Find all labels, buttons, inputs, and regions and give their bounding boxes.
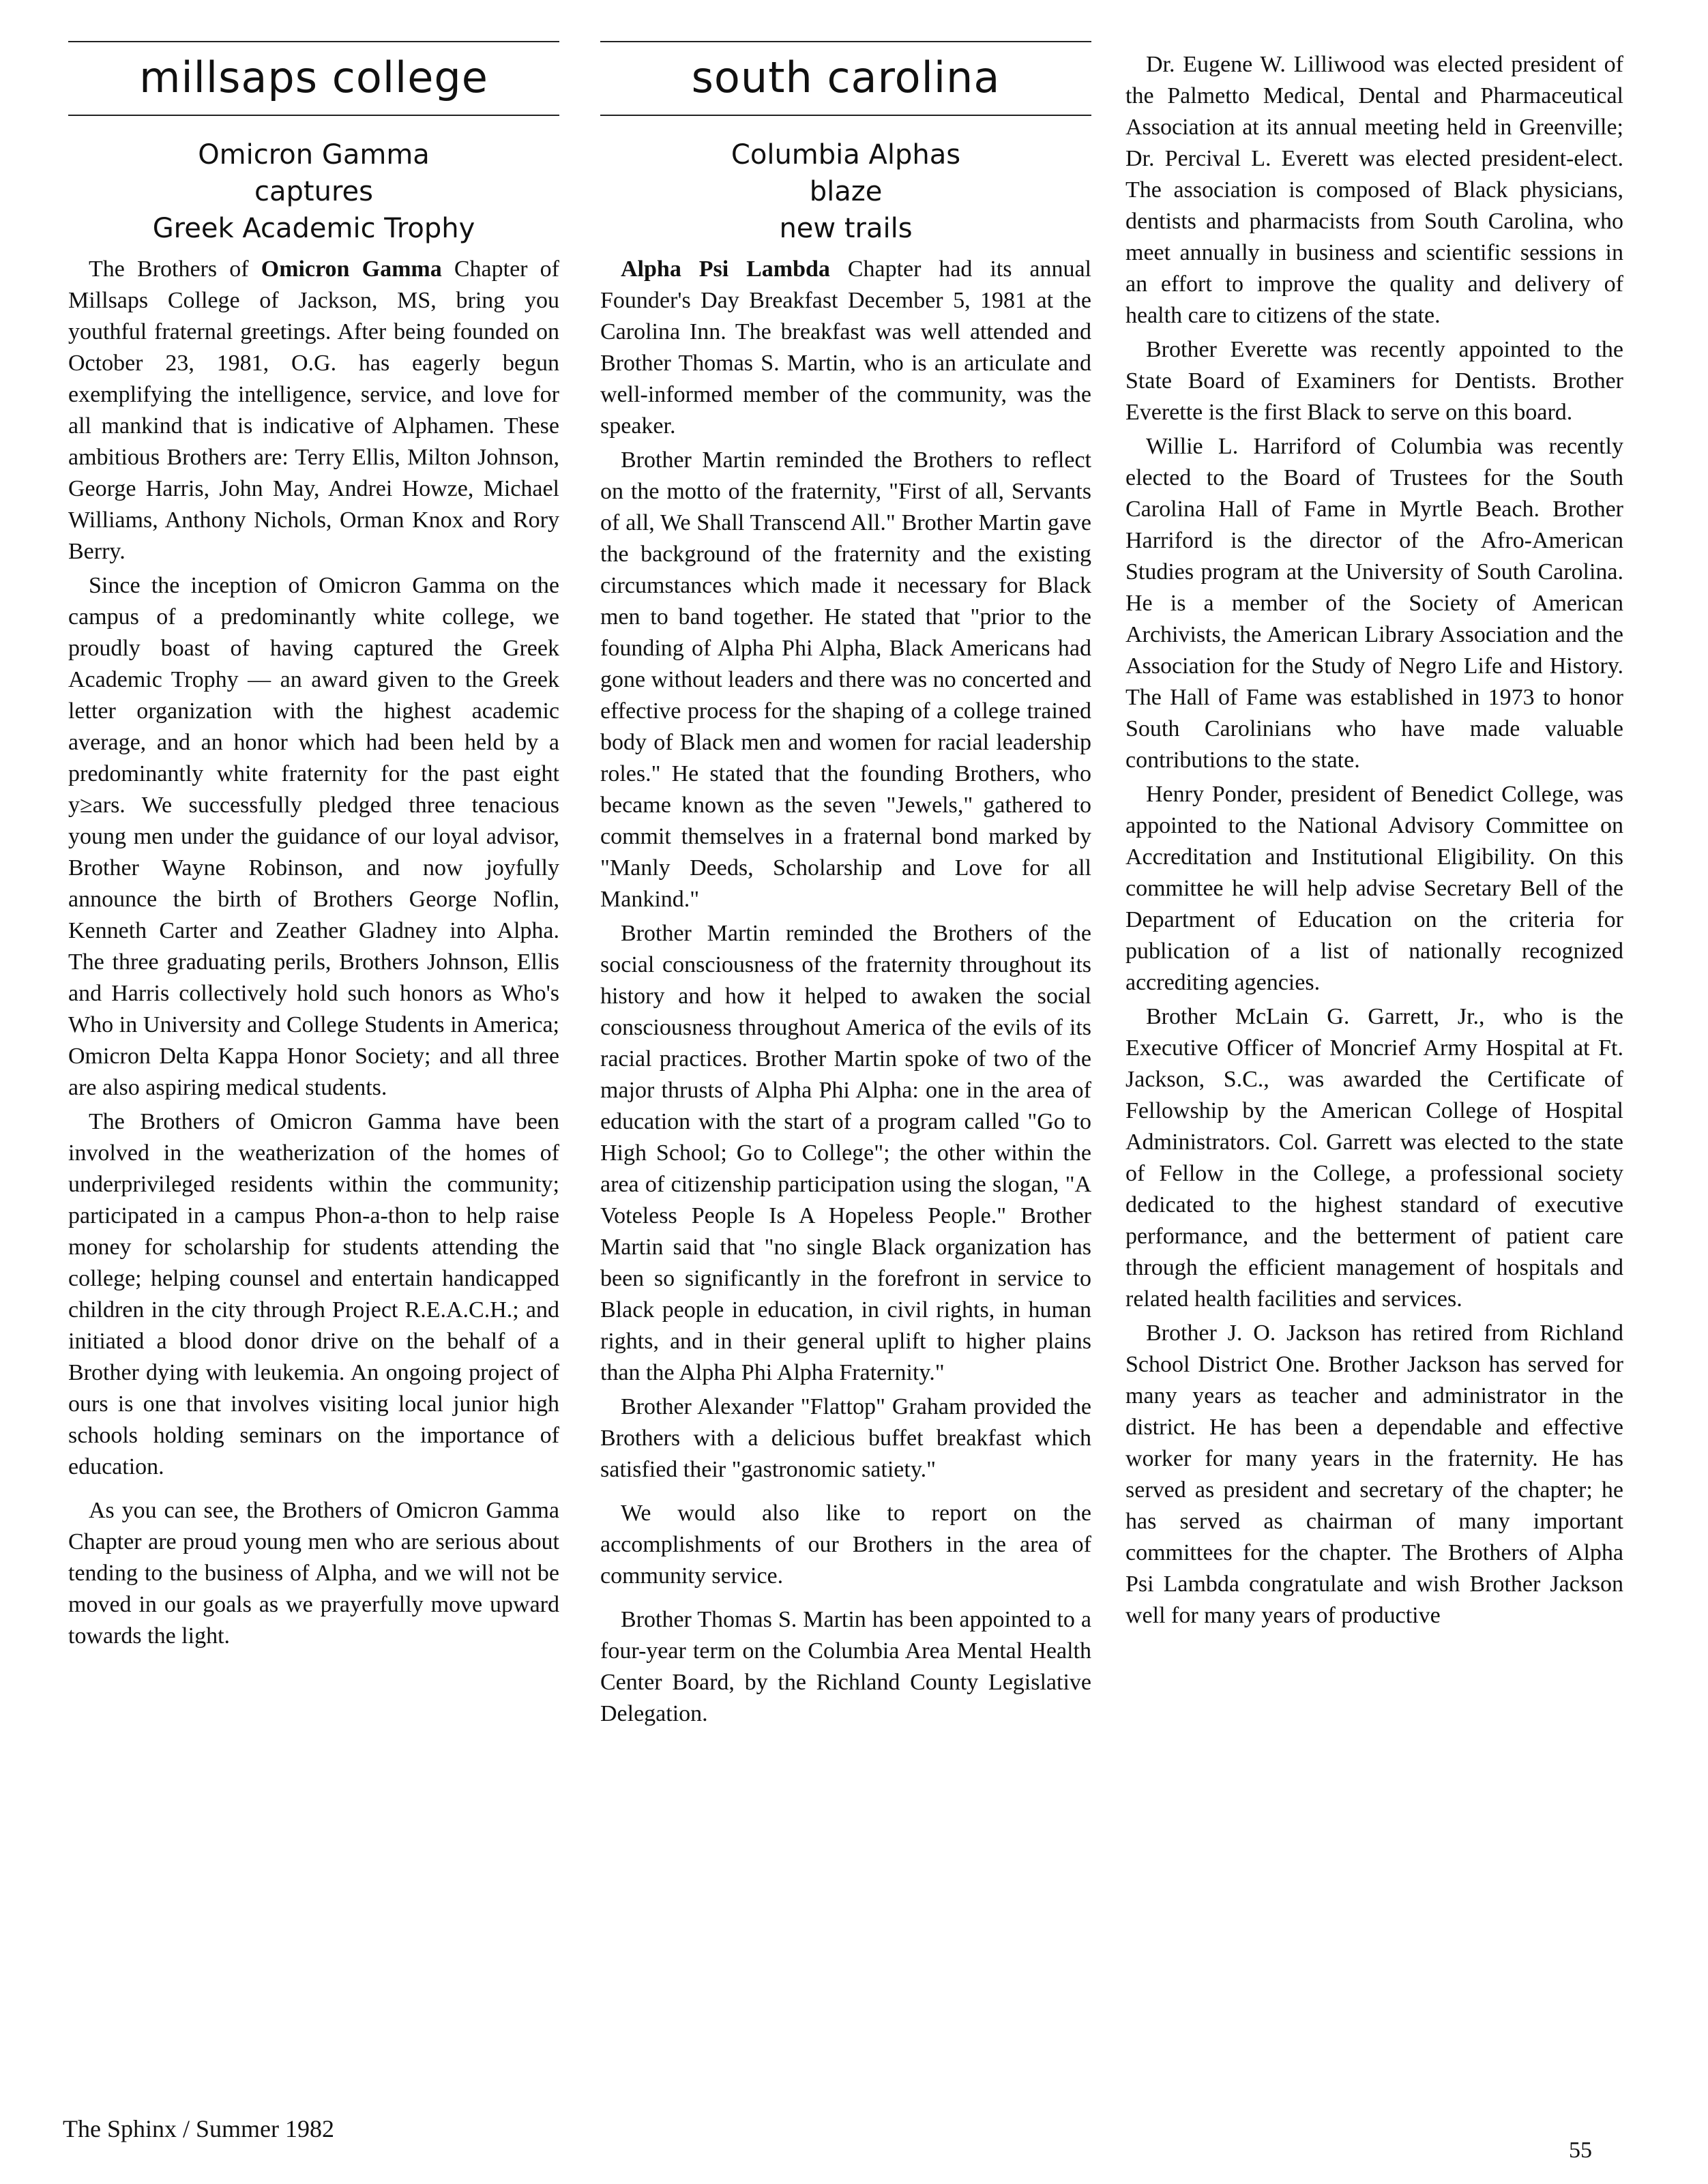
- section-heading-millsaps: millsaps college: [68, 41, 559, 116]
- paragraph: Dr. Eugene W. Lilliwood was elected president of the Palmetto Medical, Dental and Pharmaceutical Association at its annual meeting held in Greenville; Dr. Percival L. Everett was elected president-elect. The association is composed of Black physicians, dentists and pharmacists from South Carolina, who meet annually in business and scientific sessions in an effort to improve the quality and delivery of health care to citizens of the state.: [1125, 52, 1623, 328]
- subheading-line: new trails: [779, 213, 913, 244]
- subheading-line: Columbia Alphas: [731, 139, 961, 171]
- paragraph: The Brothers of Omicron Gamma have been involved in the weatherization of the homes of underprivileged residents within the community; participated in a campus Phon-a-thon to help raise money for scholarship for students attending the college; helping counsel and entertain handicapped children in the city through Project R.E.A.C.H.; and initiated a blood donor drive on the behalf of a Brother dying with leukemia. An ongoing project of ours is one that involves visiting local junior high schools holding seminars on the importance of education.: [68, 1109, 559, 1479]
- subheading-line: blaze: [809, 176, 883, 207]
- page-number: 55: [1569, 2138, 1592, 2163]
- chapter-name: Omicron Gamma: [261, 256, 442, 282]
- paragraph: Since the inception of Omicron Gamma on the campus of a predominantly white college, we proudly boast of having captured the Greek Academic Trophy — an award given to the Greek letter organization with the highest academic average, and an honor which had been held by a predominantly white fraternity for the past eight y≥ars. We successfully pledged three tenacious young men under the guidance of our loyal advisor, Brother Wayne Robinson, and now joyfully announce the birth of Brothers George Noflin, Kenneth Carter and Zeather Gladney into Alpha. The three graduating perils, Brothers Johnson, Ellis and Harris collectively hold such honors as Who's Who in University and College Students in America; Omicron Delta Kappa Honor Society; and all three are also aspiring medical students.: [68, 573, 559, 1100]
- paragraph-lead: The Brothers of: [89, 256, 261, 282]
- paragraph: Henry Ponder, president of Benedict College, was appointed to the National Advisory Committee on Accreditation and Institutional Eligibility. On this committee he will help advise Secretary Bell of the Department of Education on the criteria for publication of a list of nationally recognized accrediting agencies.: [1125, 782, 1623, 995]
- publication-footer: The Sphinx / Summer 1982: [63, 2115, 334, 2142]
- chapter-name: Alpha Psi Lambda: [621, 256, 830, 282]
- section-heading-south-carolina: south carolina: [600, 41, 1091, 116]
- paragraph: Brother Everette was recently appointed to the State Board of Examiners for Dentists. Brother Everette is the first Black to serve on this board.: [1125, 337, 1623, 425]
- paragraph: Brother McLain G. Garrett, Jr., who is the Executive Officer of Moncrief Army Hospital at Ft. Jackson, S.C., was awarded the Certificate of Fellowship by the American College of Hospital Administrators. Col. Garrett was elected to the state of Fellow in the College, a professional society dedicated to the highest standard of executive performance, and the betterment of patient care through the efficient management of hospitals and related health facilities and services.: [1125, 1004, 1623, 1312]
- paragraph: Brother Martin reminded the Brothers of the social consciousness of the fraternity throughout its history and how it helped to awaken the social consciousness throughout America of the evils of its racial practices. Brother Martin spoke of two of the major thrusts of Alpha Phi Alpha: one in the area of education with the start of a program called "Go to High School; Go to College"; the other within the area of citizenship participation using the slogan, "A Voteless People Is A Hopeless People." Brother Martin said that "no single Black organization has been so significantly in the forefront in service to Black people in education, in civil rights, in human rights, and in their general uplift to higher plains than the Alpha Phi Alpha Fraternity.": [600, 921, 1091, 1385]
- paragraph: We would also like to report on the accomplishments of our Brothers in the area of community service.: [600, 1501, 1091, 1589]
- paragraph: Brother Alexander "Flattop" Graham provided the Brothers with a delicious buffet breakfast which satisfied their "gastronomic satiety.": [600, 1394, 1091, 1482]
- article-subheading-millsaps: [68, 136, 559, 247]
- column-millsaps: [68, 41, 559, 1655]
- paragraph: As you can see, the Brothers of Omicron Gamma Chapter are proud young men who are serious about tending to the business of Alpha, and we will not be moved in our goals as we prayerfully move upward towards the light.: [68, 1498, 559, 1649]
- column-south-carolina: [600, 41, 1091, 1732]
- paragraph: [600, 254, 1091, 442]
- paragraph-text: Chapter of Millsaps College of Jackson, MS, bring you youthful fraternal greetings. After being founded on October 23, 1981, O.G. has eagerly begun exemplifying the intelligence, service, and love for all mankind that is indicative of Alphamen. These ambitious Brothers are: Terry Ellis, Milton Johnson, George Harris, John May, Andrei Howze, Michael Williams, Anthony Nichols, Orman Knox and Rory Berry.: [68, 256, 559, 564]
- paragraph: Brother Thomas S. Martin has been appointed to a four-year term on the Columbia Area Mental Health Center Board, by the Richland County Legislative Delegation.: [600, 1607, 1091, 1726]
- paragraph: Brother Martin reminded the Brothers to reflect on the motto of the fraternity, "First of all, Servants of all, We Shall Transcend All." Brother Martin gave the background of the fraternity and the existing circumstances which made it necessary for Black men to band together. He stated that "prior to the founding of Alpha Phi Alpha, Black Americans had gone without leaders and there was no concerted and effective process for the shaping of a college trained body of Black men and women for racial leadership roles." He stated that the founding Brothers, who became known as the seven "Jewels," gathered to commit themselves in a fraternal bond marked by "Manly Deeds, Scholarship and Love for all Mankind.": [600, 447, 1091, 912]
- paragraph-text: Chapter had its annual Founder's Day Breakfast December 5, 1981 at the Carolina Inn. The breakfast was well attended and Brother Thomas S. Martin, who is an articulate and well-informed member of the community, was the speaker.: [600, 256, 1091, 439]
- subheading-line: Greek Academic Trophy: [152, 213, 475, 244]
- column-south-carolina-continued: [1125, 49, 1623, 1634]
- paragraph: Willie L. Harriford of Columbia was recently elected to the Board of Trustees for the South Carolina Hall of Fame in Myrtle Beach. Brother Harriford is the director of the Afro-American Studies program at the University of South Carolina. He is a member of the Society of American Archivists, the American Library Association and the Association for the Study of Negro Life and History. The Hall of Fame was established in 1973 to honor South Carolinians who have made valuable contributions to the state.: [1125, 434, 1623, 773]
- paragraph: [68, 254, 559, 567]
- subheading-line: Omicron Gamma: [198, 139, 430, 171]
- subheading-line: captures: [254, 176, 373, 207]
- paragraph: Brother J. O. Jackson has retired from Richland School District One. Brother Jackson has served for many years as teacher and administrator in the district. He has been a dependable and effective worker for many years in the fraternity. He has served as president and secretary of the chapter; he has served as chairman of many important committees for the chapter. The Brothers of Alpha Psi Lambda congratulate and wish Brother Jackson well for many years of productive: [1125, 1320, 1623, 1628]
- article-subheading-columbia: [600, 136, 1091, 247]
